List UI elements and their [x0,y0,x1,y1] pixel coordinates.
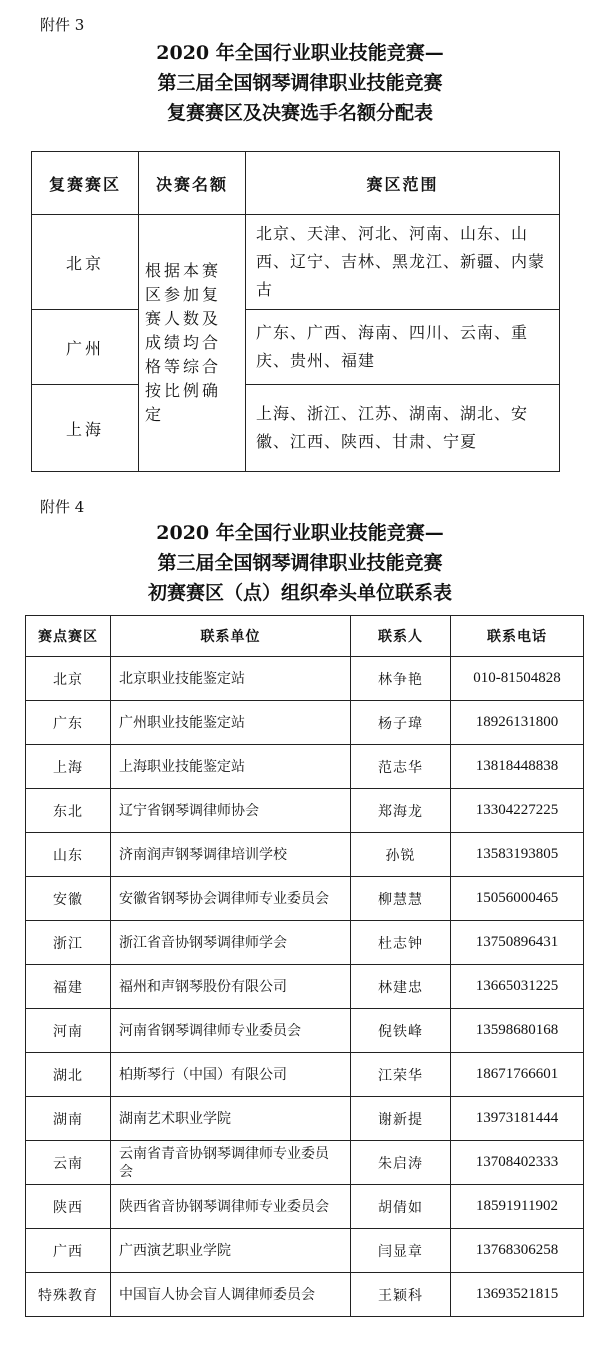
title-line: 2020 年全国行业职业技能竞赛— [156,522,444,544]
phone-cell: 13598680168 [451,1009,584,1053]
contact-person-cell: 范志华 [351,745,451,789]
table-row [32,310,560,385]
phone-cell: 13818448838 [451,745,584,789]
quota-cell: 根据本赛区参加复赛人数及成绩均合格等综合按比例确定 [139,215,246,472]
column-header: 复赛赛区 [32,152,139,215]
title-line: 第三届全国钢琴调律职业技能竞赛 [157,72,443,94]
area-cell: 湖北 [26,1053,111,1097]
region-cell: 北京 [32,215,139,310]
region-cell: 广州 [32,310,139,385]
table-row [26,965,584,1009]
phone-cell: 13583193805 [451,833,584,877]
column-header: 联系电话 [451,616,584,657]
unit-cell: 云南省青音协钢琴调律师专业委员会 [111,1141,351,1185]
title-line: 复赛赛区及决赛选手名额分配表 [166,102,433,124]
unit-cell: 安徽省钢琴协会调律师专业委员会 [111,877,351,921]
phone-cell: 18671766601 [451,1053,584,1097]
table-row [26,1229,584,1273]
table-row [26,745,584,789]
unit-cell: 中国盲人协会盲人调律师委员会 [111,1273,351,1317]
area-cell: 浙江 [26,921,111,965]
table-row [26,1009,584,1053]
area-cell: 特殊教育 [26,1273,111,1317]
table-row [26,789,584,833]
area-cell: 广西 [26,1229,111,1273]
contact-person-cell: 林争艳 [351,657,451,701]
column-header: 赛区范围 [246,152,560,215]
appendix-4-title [0,518,600,608]
unit-cell: 浙江省音协钢琴调律师学会 [111,921,351,965]
area-cell: 安徽 [26,877,111,921]
scope-cell: 上海、浙江、江苏、湖南、湖北、安徽、江西、陕西、甘肃、宁夏 [246,385,560,472]
area-cell: 上海 [26,745,111,789]
phone-cell: 13304227225 [451,789,584,833]
contact-person-cell: 胡倩如 [351,1185,451,1229]
contact-person-cell: 杜志钟 [351,921,451,965]
area-cell: 福建 [26,965,111,1009]
column-header: 赛点赛区 [26,616,111,657]
contact-person-cell: 林建忠 [351,965,451,1009]
unit-cell: 辽宁省钢琴调律师协会 [111,789,351,833]
contact-person-cell: 王颖科 [351,1273,451,1317]
region-cell: 上海 [32,385,139,472]
table-row [32,385,560,472]
table-header-row [32,152,560,215]
scope-cell: 北京、天津、河北、河南、山东、山西、辽宁、吉林、黑龙江、新疆、内蒙古 [246,215,560,310]
area-cell: 北京 [26,657,111,701]
appendix-3-title [0,38,600,128]
title-line: 2020 年全国行业职业技能竞赛— [156,42,444,64]
area-cell: 陕西 [26,1185,111,1229]
contact-table-body [26,657,584,1317]
contact-person-cell: 柳慧慧 [351,877,451,921]
column-header: 决赛名额 [139,152,246,215]
quota-allocation-table [31,151,560,472]
table-row [26,1053,584,1097]
table-header-row [26,616,584,657]
contact-person-cell: 闫显章 [351,1229,451,1273]
contact-person-cell: 倪铁峰 [351,1009,451,1053]
phone-cell: 13750896431 [451,921,584,965]
phone-cell: 15056000465 [451,877,584,921]
appendix-3-label: 附件 3 [40,16,85,34]
area-cell: 河南 [26,1009,111,1053]
unit-cell: 北京职业技能鉴定站 [111,657,351,701]
phone-cell: 18591911902 [451,1185,584,1229]
table-row [26,1097,584,1141]
phone-cell: 13768306258 [451,1229,584,1273]
title-line: 初赛赛区（点）组织牵头单位联系表 [147,582,452,604]
scope-cell: 广东、广西、海南、四川、云南、重庆、贵州、福建 [246,310,560,385]
contact-person-cell: 谢新提 [351,1097,451,1141]
contact-table [25,615,584,1317]
phone-cell: 13693521815 [451,1273,584,1317]
contact-person-cell: 杨子瑋 [351,701,451,745]
area-cell: 山东 [26,833,111,877]
table-row [26,1273,584,1317]
area-cell: 东北 [26,789,111,833]
table-row [26,1141,584,1185]
table-row [26,701,584,745]
unit-cell: 湖南艺术职业学院 [111,1097,351,1141]
unit-cell: 广西演艺职业学院 [111,1229,351,1273]
title-line: 第三届全国钢琴调律职业技能竞赛 [157,552,443,574]
column-header: 联系单位 [111,616,351,657]
unit-cell: 上海职业技能鉴定站 [111,745,351,789]
table-row [26,833,584,877]
table-row [26,921,584,965]
area-cell: 广东 [26,701,111,745]
column-header: 联系人 [351,616,451,657]
phone-cell: 010-81504828 [451,657,584,701]
table-row [32,215,560,310]
unit-cell: 广州职业技能鉴定站 [111,701,351,745]
appendix-4-label: 附件 4 [40,498,85,516]
contact-person-cell: 朱启涛 [351,1141,451,1185]
phone-cell: 13973181444 [451,1097,584,1141]
unit-cell: 柏斯琴行（中国）有限公司 [111,1053,351,1097]
contact-person-cell: 江荣华 [351,1053,451,1097]
unit-cell: 福州和声钢琴股份有限公司 [111,965,351,1009]
table-row [26,657,584,701]
table-row [26,1185,584,1229]
unit-cell: 济南润声钢琴调律培训学校 [111,833,351,877]
area-cell: 湖南 [26,1097,111,1141]
table-row [26,877,584,921]
area-cell: 云南 [26,1141,111,1185]
phone-cell: 13665031225 [451,965,584,1009]
contact-person-cell: 郑海龙 [351,789,451,833]
phone-cell: 13708402333 [451,1141,584,1185]
unit-cell: 河南省钢琴调律师专业委员会 [111,1009,351,1053]
unit-cell: 陕西省音协钢琴调律师专业委员会 [111,1185,351,1229]
phone-cell: 18926131800 [451,701,584,745]
contact-person-cell: 孙锐 [351,833,451,877]
